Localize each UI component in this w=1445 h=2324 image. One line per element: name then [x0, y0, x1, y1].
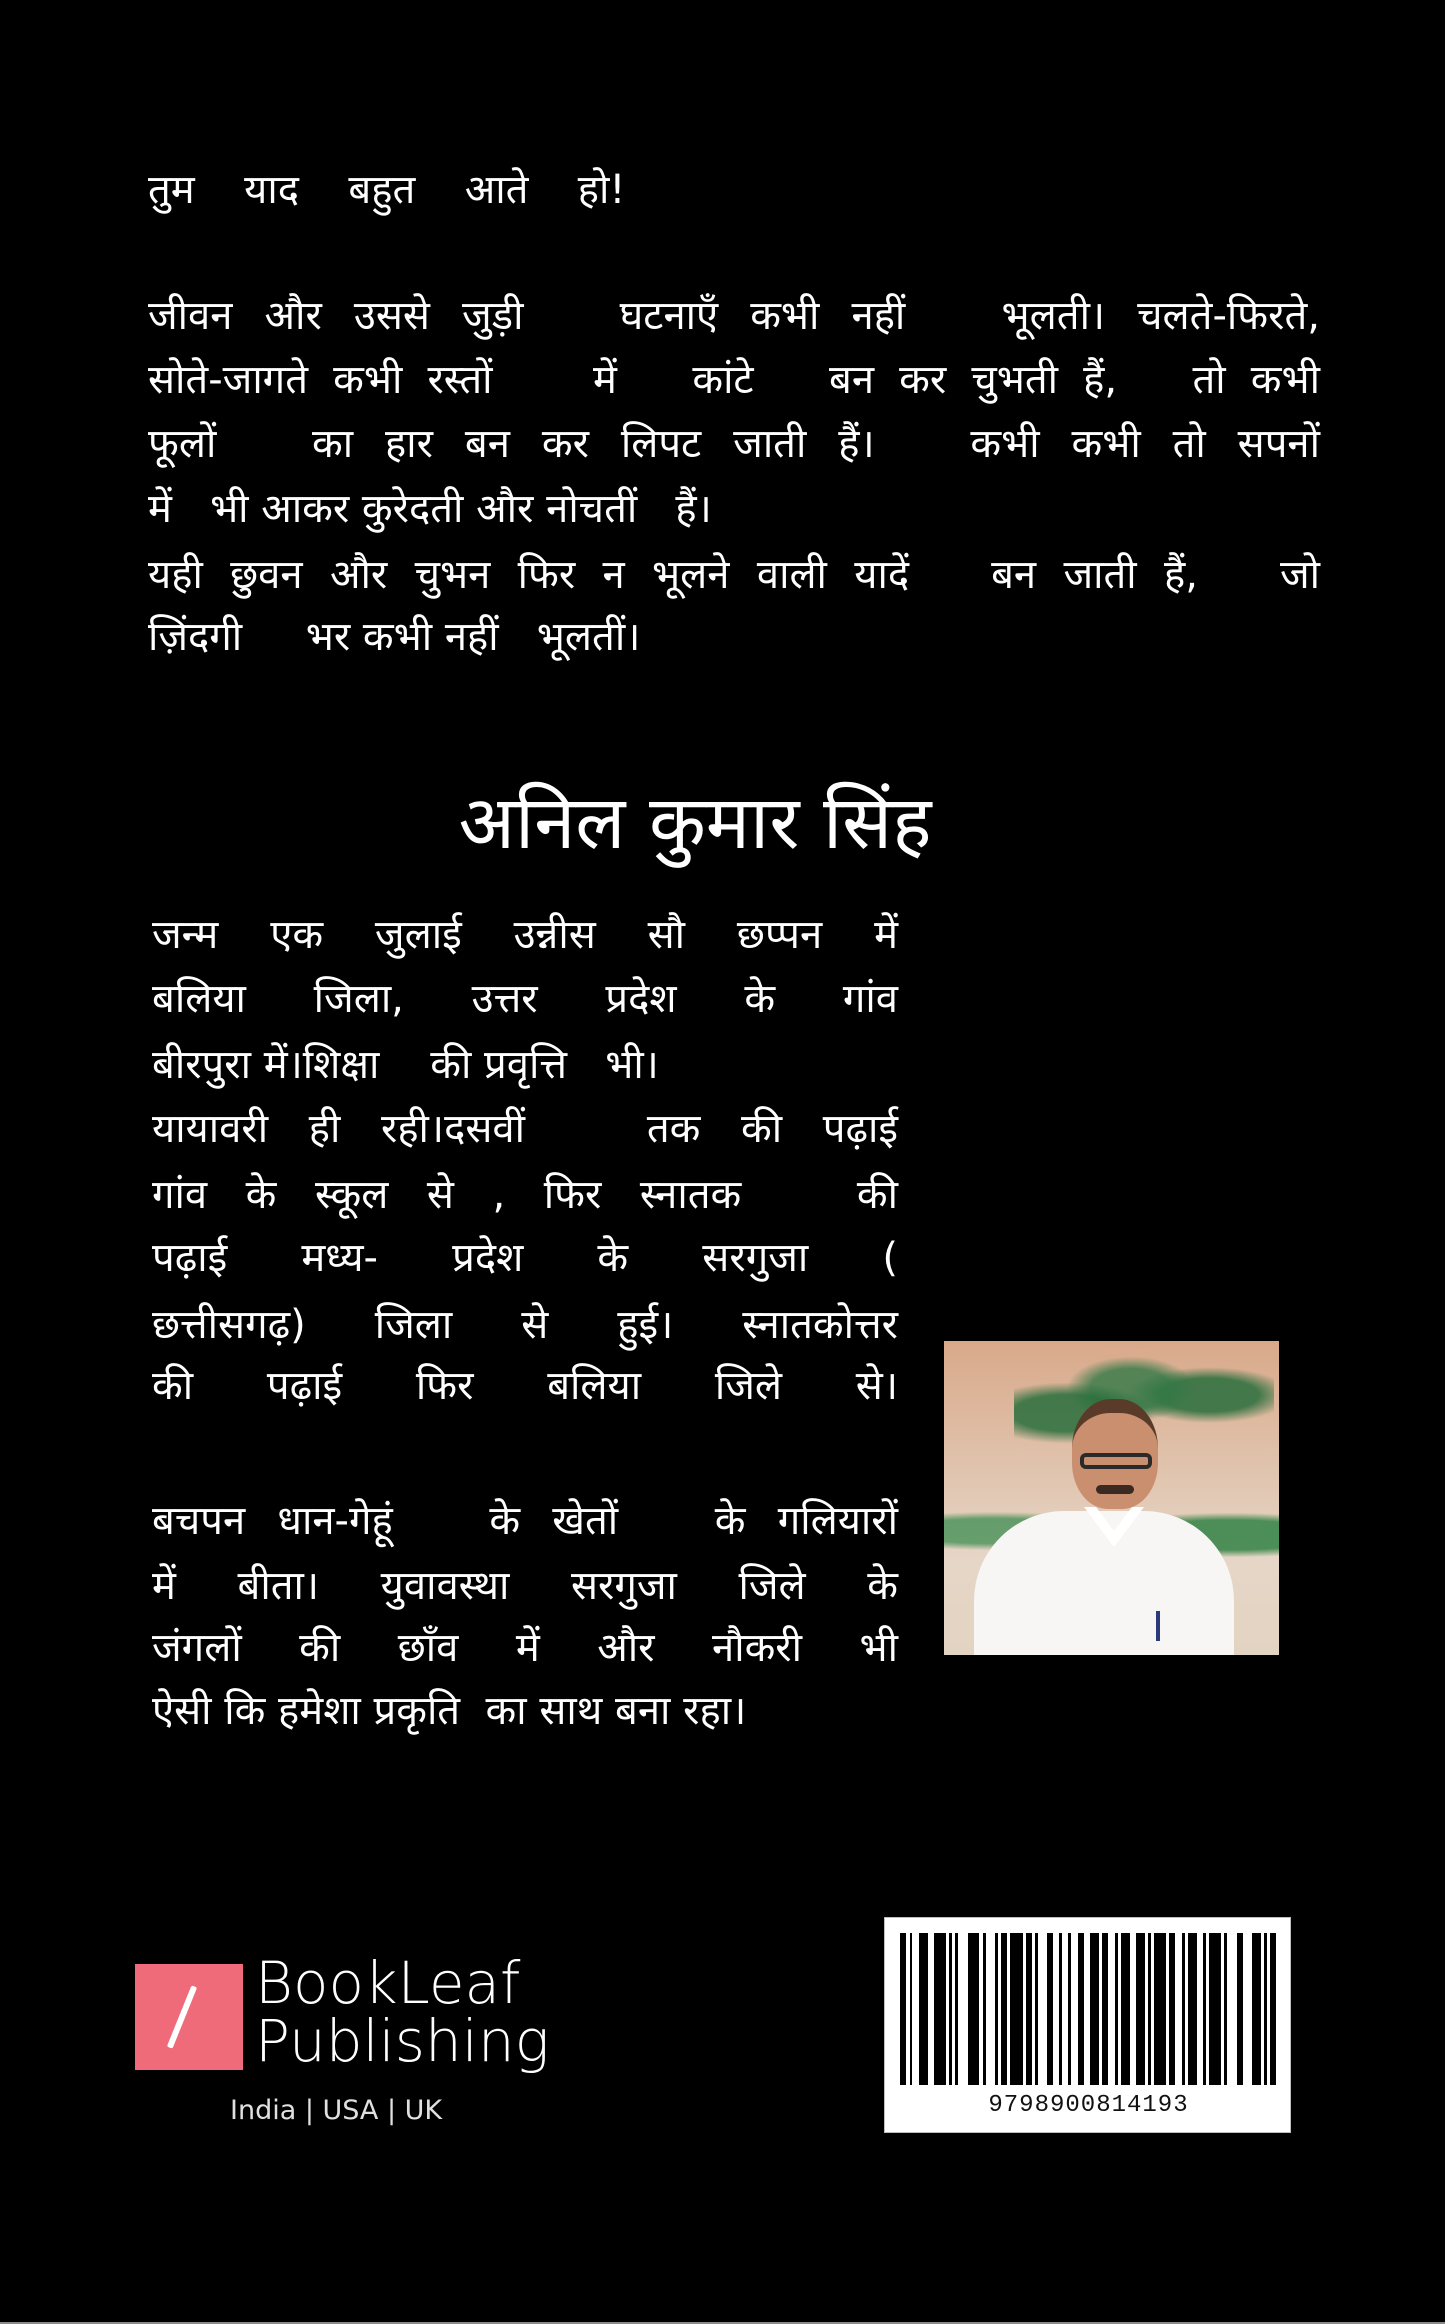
bio-line: की पढ़ाई फिर बलिया जिले से। [152, 1363, 898, 1409]
slash-icon [167, 1985, 197, 2048]
publisher-name-line2: Publishing [255, 2007, 550, 2075]
blurb-line: सोते-जागते कभी रस्तों में कांटे बन कर चुभती हैं, तो कभी [148, 357, 1320, 403]
bio-line: ऐसी कि हमेशा प्रकृति का साथ बना रहा। [152, 1688, 747, 1734]
publisher-regions: India | USA | UK [230, 2095, 443, 2126]
publisher-logo-icon [135, 1964, 243, 2070]
isbn-barcode [884, 1917, 1291, 2133]
bio-line: बचपन धान-गेहूं के खेतों के गलियारों [152, 1498, 898, 1544]
bio-line: पढ़ाई मध्य- प्रदेश के सरगुजा ( [152, 1235, 898, 1281]
blurb-line: फूलों का हार बन कर लिपट जाती हैं। कभी कभी तो सपनों [148, 421, 1320, 467]
publisher-name-line1: BookLeaf [255, 1949, 521, 2017]
bio-line: जंगलों की छाँव में और नौकरी भी [152, 1625, 898, 1671]
author-photo [944, 1341, 1279, 1655]
bio-line: जन्म एक जुलाई उन्नीस सौ छप्पन में [152, 912, 898, 958]
bio-line: छत्तीसगढ़) जिला से हुई। स्नातकोत्तर [152, 1302, 898, 1348]
blurb-line: ज़िंदगी भर कभी नहीं भूलतीं। [148, 614, 641, 660]
photo-moustache [1096, 1485, 1134, 1494]
blurb-line: में भी आकर कुरेदती और नोचतीं हैं। [148, 486, 712, 532]
tagline: तुम याद बहुत आते हो! [148, 167, 626, 213]
bio-line: में बीता। युवावस्था सरगुजा जिले के [152, 1563, 898, 1609]
blurb-line: जीवन और उससे जुड़ी घटनाएँ कभी नहीं भूलती। चलते-फिरते, [148, 293, 1320, 339]
photo-pen [1156, 1611, 1160, 1641]
bio-line: बलिया जिला, उत्तर प्रदेश के गांव [152, 976, 898, 1022]
photo-glasses [1080, 1453, 1152, 1469]
blurb-line: यही छुवन और चुभन फिर न भूलने वाली यादें बन जाती हैं, जो [148, 552, 1320, 598]
bio-line: बीरपुरा में।शिक्षा की प्रवृत्ति भी। [152, 1042, 659, 1088]
bio-line: यायावरी ही रही।दसवीं तक की पढ़ाई [152, 1106, 898, 1152]
bio-line: गांव के स्कूल से , फिर स्नातक की [152, 1172, 898, 1218]
author-name: अनिल कुमार सिंह [458, 780, 932, 866]
isbn-number: 9798900814193 [988, 2092, 1189, 2119]
